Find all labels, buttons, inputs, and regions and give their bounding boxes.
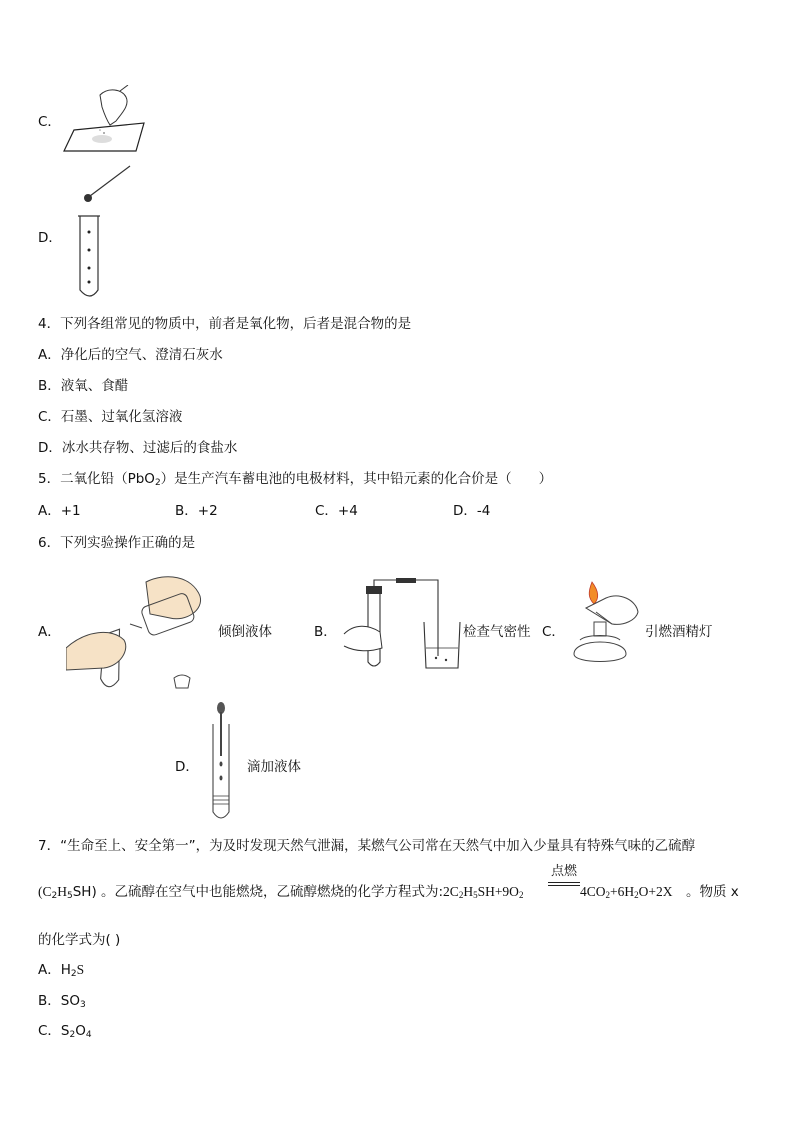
q3-option-d-label: D． [38,230,62,246]
q3-option-c-label: C． [38,114,61,130]
pouring-liquid-figure [66,570,216,695]
q5-option-c: C．+4 [315,503,358,519]
q6-option-a-caption: 倾倒液体 [218,624,272,640]
q7-option-c: C．$S_2O_4$ [38,1023,92,1040]
q7-option-b: B．$SO_3$ [38,993,86,1010]
equation-left: $2C_2H_5SH+9O_2$ [443,884,524,900]
dropping-liquid-figure [205,700,241,825]
q7-line3: 的化学式为( ) [38,932,121,948]
q4-option-a: A．净化后的空气、澄清石灰水 [38,347,223,363]
q4-option-d: D．冰水共存物、过滤后的食盐水 [38,440,238,456]
test-tube-with-spoon-figure [72,160,142,300]
reaction-condition: 点燃 [548,860,580,886]
q4-option-c: C．石墨、过氧化氢溶液 [38,409,183,425]
q7-line2: $(C_2H_5SH)$ 。乙硫醇在空气中也能燃烧，乙硫醇燃烧的化学方程式为$:2C_2H_5SH+9O_2$ [38,884,524,901]
q6-option-d-label: D． [175,759,199,775]
q4-option-b: B．液氧、食醋 [38,378,129,394]
equation-right: $4CO_2+6H_2O+2X$ 。物质 x [580,884,739,900]
q6-option-c-caption: 引燃酒精灯 [645,624,713,640]
q6-option-a-label: A． [38,624,61,640]
lighting-alcohol-lamp-figure [566,578,646,668]
powder-on-paper-figure [60,85,150,155]
q7-option-a: A．$H_2S$ [38,962,85,979]
q6-option-b-label: B． [314,624,337,640]
q6-option-b-caption: 检查气密性 [463,624,531,640]
q6-option-c-label: C． [542,624,565,640]
q5-option-a: A．+1 [38,503,81,519]
q6-option-d-caption: 滴加液体 [247,759,301,775]
q5-stem: 5．二氧化铅（PbO$_2$）是生产汽车蓄电池的电极材料，其中铅元素的化合价是（ ） [38,471,553,488]
airtightness-check-figure [340,578,465,673]
q4-stem: 4．下列各组常见的物质中，前者是氧化物，后者是混合物的是 [38,316,412,332]
q5-option-b: B．+2 [175,503,218,519]
q6-stem: 6．下列实验操作正确的是 [38,535,196,551]
q5-option-d: D．-4 [453,503,491,519]
q7-line1: 7．“生命至上、安全第一”，为及时发现天然气泄漏，某燃气公司常在天然气中加入少量具有特殊气味的乙硫醇 [38,838,696,854]
